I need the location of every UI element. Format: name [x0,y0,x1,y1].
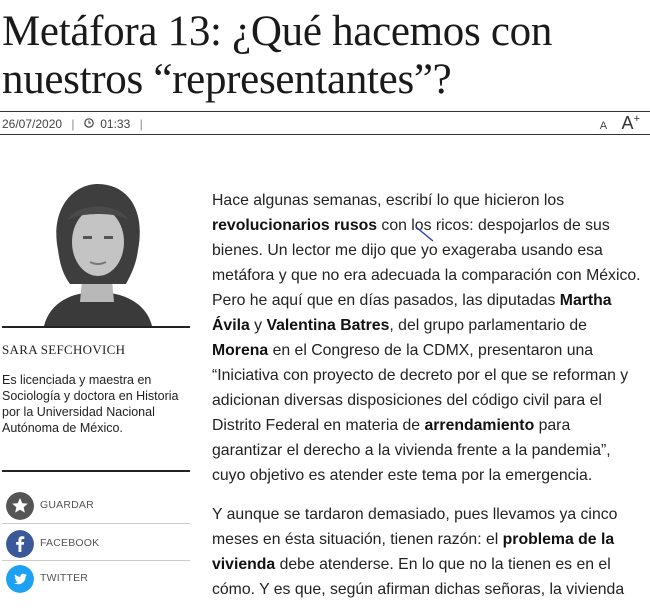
author-avatar [22,180,172,326]
facebook-label: FACEBOOK [40,537,100,549]
font-size-controls [600,113,640,134]
article-text: en el Congreso de la CDMX, presentaron una “Iniciativa con proyecto de decreto por el que se reforman y adicionan diversas disposiciones del código civil para el Distrito Federal en materia de [212,342,629,434]
share-divider [2,560,190,561]
article-meta-bar [0,111,650,135]
bio-divider [2,470,190,472]
twitter-label: TWITTER [40,572,89,584]
reading-time: 01:33 [100,116,131,131]
article-highlight: Morena [212,342,269,359]
article-text: Y aunque se tardaron demasiado, pues llevamos ya cinco meses en ésta situación, tienen razón: el [212,506,618,548]
share-divider [2,523,190,524]
pen-annotation-mark [414,223,436,245]
font-increase-label: A [621,113,634,133]
article-title: Metáfora 13: ¿Qué hacemos con nuestros “representantes”? [2,8,553,103]
author-bio: Es licenciada y maestra en Sociología y doctora en Historia por la Universidad Nacional Autónoma de México. [2,373,179,435]
article-highlight: revolucionarios rusos [212,217,378,234]
article-highlight: arrendamiento [424,417,535,434]
author-divider [2,326,190,328]
twitter-share-button[interactable] [6,565,190,593]
article-highlight: problema de la vivienda [212,531,615,573]
author-name[interactable]: SARA SEFCHOVICH [2,342,126,357]
save-label: GUARDAR [40,499,94,511]
article-body [212,188,644,616]
font-increase-plus: + [633,113,640,125]
article-text: con los ricos: despojarlos de sus bienes. Un lector me dijo que yo exageraba usando esa metáfora y que no era adecuada la comparación con México. Pero he aquí que en días pasados, las diputadas [212,217,641,309]
article-text: para garantizar el derecho a la vivienda frente a la pandemia”, cuyo objetivo es atender este tema por la emergencia. [212,417,611,484]
font-increase-button[interactable] [622,113,640,133]
publish-date: 26/07/2020 [2,116,63,131]
facebook-icon [6,530,34,558]
article-paragraph [212,502,644,602]
twitter-icon [6,565,34,593]
article-text: debe atenderse. En lo que no la tienen es en el cómo. Y es que, según afirman dichas señoras, la vivienda [212,556,625,598]
article-highlight: Valentina Batres [266,317,390,334]
meta-separator: | [139,116,143,131]
font-decrease-button[interactable]: A [599,120,608,132]
facebook-share-button[interactable] [6,530,190,558]
save-button[interactable] [6,492,190,520]
article-meta [2,116,149,131]
article-text: , del grupo parlamentario de [389,317,587,334]
clock-icon [84,118,94,128]
article-text: y [249,317,267,334]
star-icon [6,492,34,520]
article-highlight: Martha Ávila [212,292,612,334]
meta-separator: | [71,116,75,131]
article-text: Hace algunas semanas, escribí lo que hicieron los [212,192,565,209]
